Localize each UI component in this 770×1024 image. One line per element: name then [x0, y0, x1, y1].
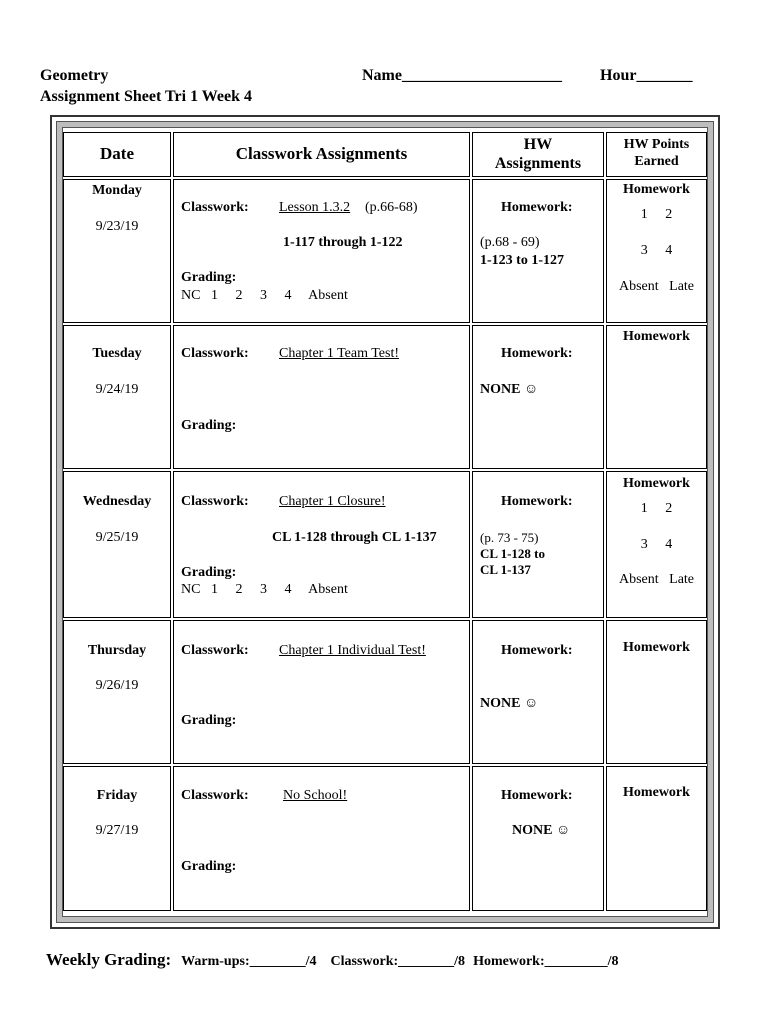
classwork-label: Classwork:	[181, 494, 249, 509]
classwork-title[interactable]: Chapter 1 Individual Test!	[279, 643, 426, 658]
table-row-classwork-cell	[173, 325, 470, 469]
header-hw-cell	[472, 132, 604, 177]
points-label: Homework	[623, 640, 690, 655]
classwork-score-field[interactable]: Classwork:________/8	[330, 954, 466, 969]
subject-title: Geometry	[40, 67, 109, 84]
homework-pages: (p. 73 - 75)	[480, 530, 539, 545]
table-row-hw-cell	[472, 766, 604, 911]
table-row-points-cell	[606, 325, 707, 469]
day-label: Friday	[96, 788, 138, 803]
classwork-label: Classwork:	[181, 788, 249, 803]
homework-label: Homework:	[501, 200, 573, 215]
homework-pages: (p.68 - 69)	[480, 235, 540, 250]
homework-label: Homework:	[501, 643, 573, 658]
table-row-points-cell	[606, 179, 707, 323]
table-row-date-cell	[63, 766, 171, 911]
classwork-title[interactable]: No School!	[283, 788, 348, 803]
weekly-grading-label: Weekly Grading:	[46, 950, 172, 969]
points-options-3-4[interactable]: 3 4	[640, 537, 673, 552]
header-points-cell	[606, 132, 707, 177]
header-date: Date	[100, 144, 134, 163]
homework-none: NONE ☺	[480, 382, 539, 397]
classwork-title[interactable]: Chapter 1 Team Test!	[279, 346, 399, 361]
sheet-title: Assignment Sheet Tri 1 Week 4	[40, 88, 253, 105]
table-row-points-cell	[606, 766, 707, 911]
day-label: Wednesday	[82, 494, 152, 509]
date-label: 9/24/19	[95, 382, 139, 397]
points-options-absent-late[interactable]: Absent Late	[618, 279, 695, 294]
classwork-title[interactable]: Chapter 1 Closure!	[279, 494, 386, 509]
table-row-classwork-cell	[173, 620, 470, 764]
points-options-1-2[interactable]: 1 2	[640, 501, 673, 516]
classwork-title[interactable]: Lesson 1.3.2	[279, 200, 351, 215]
weekly-grading-footer	[46, 950, 619, 970]
table-row-hw-cell	[472, 325, 604, 469]
header-classwork: Classwork Assignments	[235, 144, 408, 163]
header-hw-line2: Assignments	[494, 155, 582, 172]
day-label: Thursday	[87, 643, 147, 658]
grading-label: Grading:	[181, 270, 237, 285]
classwork-problems: 1-117 through 1-122	[283, 235, 403, 250]
classwork-label: Classwork:	[181, 200, 249, 215]
points-label: Homework	[623, 329, 690, 344]
homework-problems: CL 1-137	[480, 562, 531, 577]
grading-label: Grading:	[181, 859, 237, 874]
table-row-points-cell	[606, 471, 707, 618]
hour-field[interactable]: Hour_______	[600, 67, 693, 84]
homework-score-field[interactable]: Homework:_________/8	[473, 954, 619, 969]
points-options-1-2[interactable]: 1 2	[640, 207, 673, 222]
grading-scale: NC 1 2 3 4 Absent	[181, 582, 348, 597]
grading-scale: NC 1 2 3 4 Absent	[181, 288, 348, 303]
day-label: Tuesday	[92, 346, 142, 361]
warmups-score-field[interactable]: Warm-ups:________/4	[181, 954, 317, 969]
homework-label: Homework:	[501, 788, 573, 803]
table-row-hw-cell	[472, 620, 604, 764]
date-label: 9/25/19	[95, 530, 139, 545]
points-label: Homework	[623, 476, 690, 491]
classwork-problems: CL 1-128 through CL 1-137	[272, 530, 437, 545]
table-row-date-cell	[63, 471, 171, 618]
header-classwork-cell	[173, 132, 470, 177]
header-date-cell	[63, 132, 171, 177]
table-row-date-cell	[63, 179, 171, 323]
table-row-date-cell	[63, 620, 171, 764]
points-options-3-4[interactable]: 3 4	[640, 243, 673, 258]
classwork-pages: (p.66-68)	[365, 200, 418, 215]
homework-label: Homework:	[501, 494, 573, 509]
homework-problems: 1-123 to 1-127	[480, 253, 564, 268]
homework-label: Homework:	[501, 346, 573, 361]
grading-label: Grading:	[181, 713, 237, 728]
points-label: Homework	[623, 785, 690, 800]
grading-label: Grading:	[181, 565, 237, 580]
header-points-line1: HW Points	[623, 137, 690, 152]
classwork-label: Classwork:	[181, 643, 249, 658]
grading-label: Grading:	[181, 418, 237, 433]
date-label: 9/27/19	[95, 823, 139, 838]
table-row-hw-cell	[472, 471, 604, 618]
homework-none: NONE ☺	[480, 696, 539, 711]
homework-problems: CL 1-128 to	[480, 546, 545, 561]
header-hw-line1: HW	[523, 136, 553, 153]
classwork-label: Classwork:	[181, 346, 249, 361]
date-label: 9/23/19	[95, 219, 139, 234]
points-label: Homework	[623, 182, 690, 197]
date-label: 9/26/19	[95, 678, 139, 693]
points-options-absent-late[interactable]: Absent Late	[618, 572, 695, 587]
table-row-date-cell	[63, 325, 171, 469]
table-row-classwork-cell	[173, 766, 470, 911]
name-field[interactable]: Name____________________	[362, 67, 562, 84]
table-row-points-cell	[606, 620, 707, 764]
table-row-classwork-cell	[173, 471, 470, 618]
table-row-classwork-cell	[173, 179, 470, 323]
homework-none: NONE ☺	[512, 823, 571, 838]
header-points-line2: Earned	[634, 154, 679, 169]
table-row-hw-cell	[472, 179, 604, 323]
day-label: Monday	[92, 183, 142, 198]
